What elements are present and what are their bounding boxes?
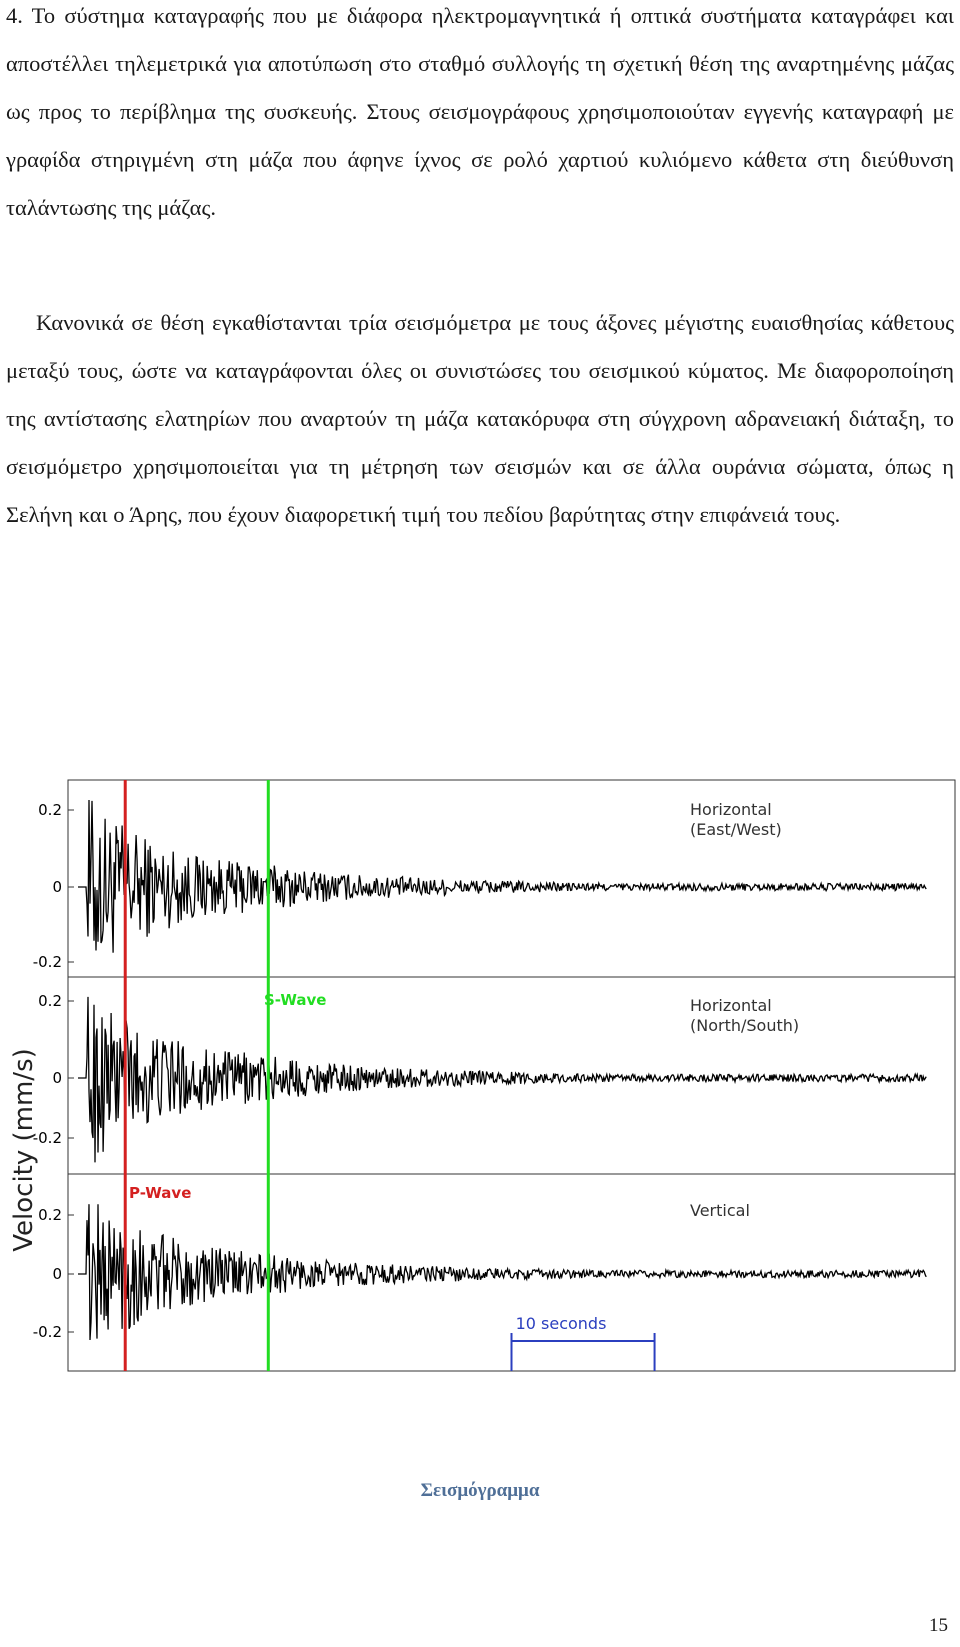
panel-label-east-west: Horizontal: [690, 800, 772, 819]
paragraph-2: Κανονικά σε θέση εγκαθίστανται τρία σεισμόμετρα με τους άξονες μέγιστης ευαισθησίας κάθετους μεταξύ τους, ώστε να καταγράφονται όλες οι συνιστώσες του σεισμικού κύματος. Με διαφοροποίηση της αντίστασης ελατηρίων που αναρτούν τη μάζα κατακόρυφα στη σύγχρονη αδρανειακή διάταξη, το σεισμόμετρο χρησιμοποιείται για τη μέτρηση των σεισμών και σε άλλα ουράνια σώματα, όπως η Σελήνη και ο Άρης, που έχουν διαφορετική τιμή του πεδίου βαρύτητας στην επιφάνειά τους.: [6, 310, 954, 527]
panel-frame-1: [68, 780, 955, 977]
s-wave-label: S-Wave: [264, 991, 327, 1009]
panel-label-vertical: Vertical: [690, 1201, 750, 1220]
paragraph-1: 4. Το σύστημα καταγραφής που με διάφορα ηλεκτρομαγνητικά ή οπτικά συστήματα καταγράφει και αποστέλλει τηλεμετρικά για αποτύπωση στο σταθμό συλλογής τη σχετική θέση της αναρτημένης μάζας ως προς το περίβλημα της συσκευής. Στους σεισμογράφους χρησιμοποιούταν εγγενής καταγραφή με γραφίδα στηριγμένη στη μάζα που άφηνε ίχνος σε ρολό χαρτιού κυλιόμενο κάθετα στη διεύθυνση ταλάντωσης της μάζας.: [6, 3, 954, 220]
figure-caption: Σεισμόγραμμα: [420, 1480, 540, 1501]
seismogram-chart: [0, 800, 960, 1460]
page-number: 15: [929, 1615, 948, 1636]
panel-label-north-south: Horizontal: [690, 996, 772, 1015]
y-axis-label: Velocity (mm/s): [9, 1048, 39, 1252]
panel-sublabel-east-west: (East/West): [690, 820, 782, 839]
tick-label: -0.2: [32, 1129, 62, 1147]
tick-label: 0.2: [38, 1206, 62, 1224]
scale-bar-label: 10 seconds: [515, 1314, 607, 1333]
tick-label: 0: [52, 1265, 62, 1283]
tick-label: 0: [52, 878, 62, 896]
tick-label: -0.2: [32, 953, 62, 971]
tick-label: 0: [52, 1069, 62, 1087]
scale-bar: [512, 1333, 655, 1371]
tick-label: -0.2: [32, 1323, 62, 1341]
waveform-vertical: [78, 1204, 926, 1340]
tick-label: 0.2: [38, 801, 62, 819]
p-wave-label: P-Wave: [129, 1184, 192, 1202]
panel-sublabel-north-south: (North/South): [690, 1016, 800, 1035]
waveform-east-west: [78, 800, 926, 953]
tick-label: 0.2: [38, 992, 62, 1010]
